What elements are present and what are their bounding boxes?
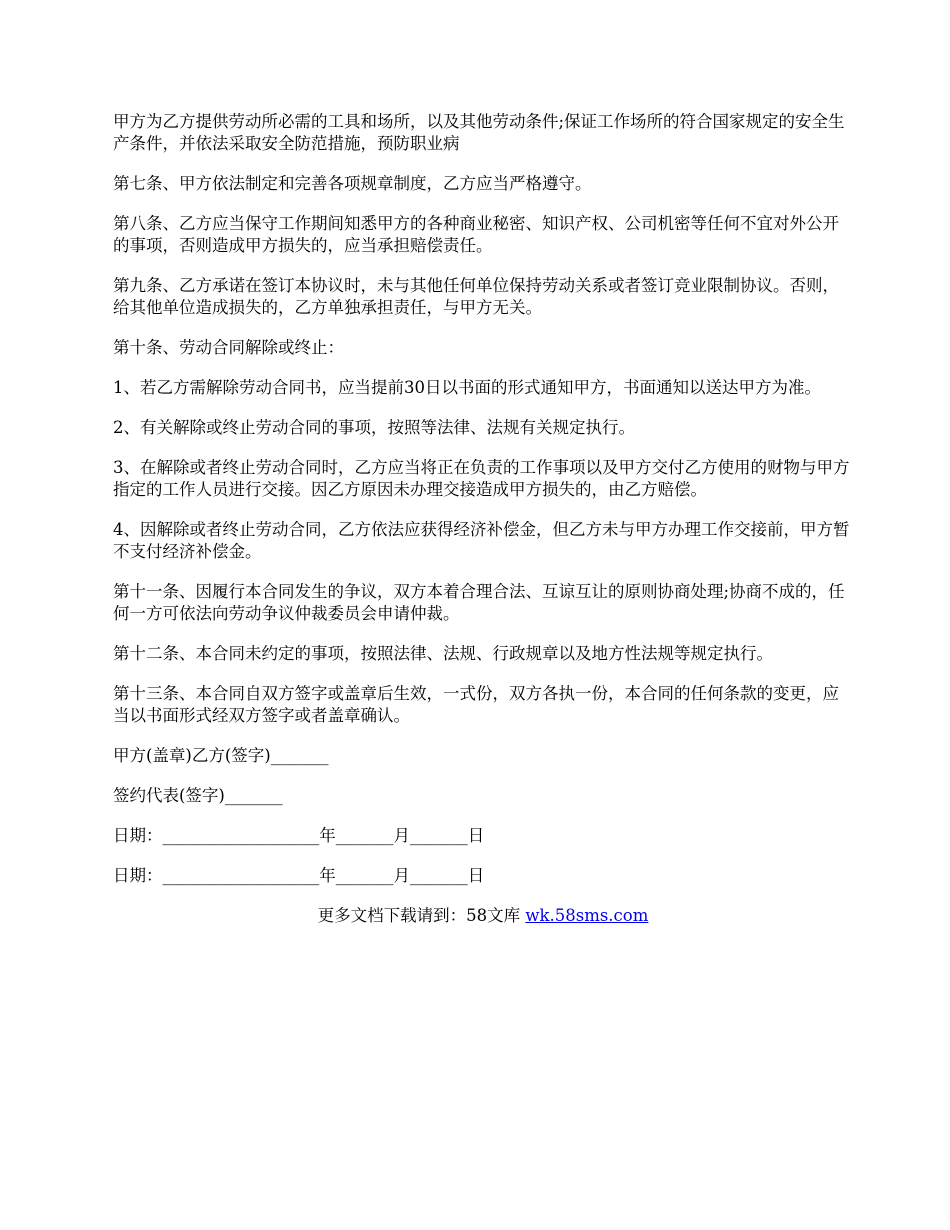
contract-article-10-item-2: 2、有关解除或终止劳动合同的事项，按照等法律、法规有关规定执行。 <box>113 418 635 437</box>
contract-article-10-item-4: 4、因解除或者终止劳动合同，乙方依法应获得经济补偿金，但乙方未与甲方办理工作交接前，甲方暂不支付经济补偿金。 <box>113 520 850 561</box>
date-line-1: 日期：___________________年_______月_______日 <box>113 826 485 845</box>
footer-text: 更多文档下载请到：58文库 <box>317 906 526 925</box>
contract-article-13: 第十三条、本合同自双方签字或盖章后生效，一式份，双方各执一份，本合同的任何条款的变更，应当以书面形式经双方签字或者盖章确认。 <box>113 684 839 725</box>
contract-article-11: 第十一条、因履行本合同发生的争议，双方本着合理合法、互谅互让的原则协商处理;协商不成的，任何一方可依法向劳动争议仲裁委员会申请仲裁。 <box>113 582 845 623</box>
contract-article-12: 第十二条、本合同未约定的事项，按照法律、法规、行政规章以及地方性法规等规定执行。 <box>113 644 773 663</box>
date-line-2: 日期：___________________年_______月_______日 <box>113 866 485 885</box>
contract-article-7: 第七条、甲方依法制定和完善各项规章制度，乙方应当严格遵守。 <box>113 174 592 193</box>
contract-article-10-item-1: 1、若乙方需解除劳动合同书，应当提前30日以书面的形式通知甲方，书面通知以送达甲方为准。 <box>113 378 821 397</box>
signature-line-parties: 甲方(盖章)乙方(签字)_______ <box>113 746 329 765</box>
document-page <box>113 111 853 927</box>
download-footer <box>113 905 853 927</box>
signature-line-representative: 签约代表(签字)_______ <box>113 786 283 805</box>
contract-article-9: 第九条、乙方承诺在签订本协议时，未与其他任何单位保持劳动关系或者签订竞业限制协议。否则，给其他单位造成损失的，乙方单独承担责任，与甲方无关。 <box>113 276 839 317</box>
contract-article-8: 第八条、乙方应当保守工作期间知悉甲方的各种商业秘密、知识产权、公司机密等任何不宜对外公开的事项，否则造成甲方损失的，应当承担赔偿责任。 <box>113 214 839 255</box>
footer-link[interactable]: wk.58sms.com <box>525 906 649 925</box>
contract-article-10: 第十条、劳动合同解除或终止： <box>113 338 344 357</box>
contract-article-10-item-3: 3、在解除或者终止劳动合同时，乙方应当将正在负责的工作事项以及甲方交付乙方使用的财物与甲方指定的工作人员进行交接。因乙方原因未办理交接造成甲方损失的，由乙方赔偿。 <box>113 458 850 499</box>
contract-paragraph-work-conditions: 甲方为乙方提供劳动所必需的工具和场所，以及其他劳动条件;保证工作场所的符合国家规定的安全生产条件，并依法采取安全防范措施，预防职业病 <box>113 112 845 153</box>
